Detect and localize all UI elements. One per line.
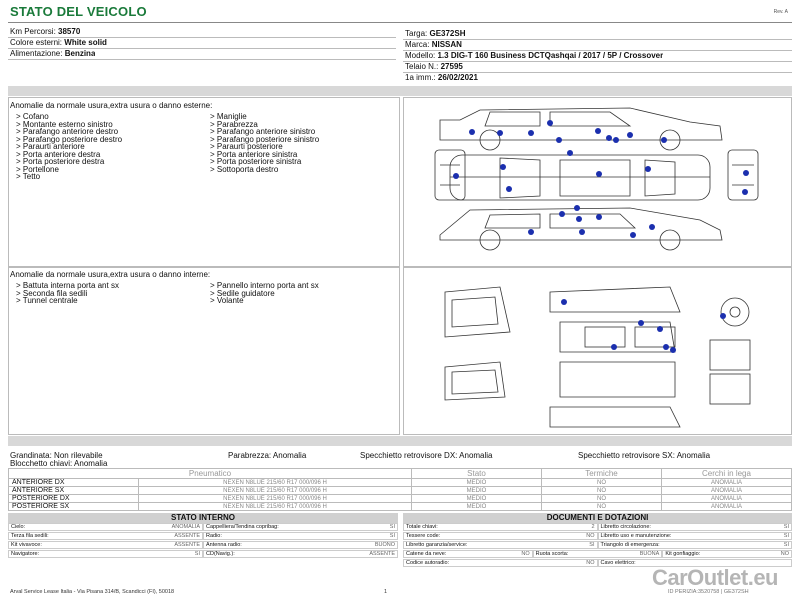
list-item: > Cofano [16, 112, 49, 121]
footer-page-number: 1 [384, 589, 388, 595]
list-item: > Maniglie [210, 112, 247, 121]
list-item: > Pannello interno porta ant sx [210, 281, 319, 290]
damage-marker [742, 189, 748, 195]
tyre-header-stato: Stato [412, 469, 542, 479]
damage-marker [506, 186, 512, 192]
damage-marker [567, 150, 573, 156]
damage-marker [613, 137, 619, 143]
damage-marker [630, 232, 636, 238]
table-cell: Ruota scorta: BUONA [533, 550, 663, 558]
tyre-header-pneumatico: Pneumatico [9, 469, 412, 479]
table-cell: Terza fila sedili: ASSENTE [8, 532, 203, 540]
table-cell: Radio: SI [203, 532, 398, 540]
external-damage-list-1 [16, 113, 122, 181]
list-item: > Tetto [16, 172, 41, 181]
section-divider [8, 86, 792, 96]
table-cell: Antenna radio: BUONO [203, 541, 398, 549]
damage-marker [743, 170, 749, 176]
damage-marker [574, 205, 580, 211]
damage-marker [606, 135, 612, 141]
table-cell: Catene da neve: NO [403, 550, 533, 558]
list-item: > Parafango anteriore destro [16, 127, 119, 136]
targa-row: Targa: GE372SH [405, 29, 466, 38]
list-item: > Porta posteriore destra [16, 157, 105, 166]
parabrezza-status: Parabrezza: Anomalia [228, 451, 307, 460]
footer-perizia-id: ID PERIZIA:3520758 | GE372SH [668, 589, 749, 595]
table-cell: Kit vivavoce: ASSENTE [8, 541, 203, 549]
damage-marker [645, 166, 651, 172]
damage-marker [670, 347, 676, 353]
damage-marker [596, 214, 602, 220]
damage-marker [469, 129, 475, 135]
table-cell: Libretto garanzia/service: SI [403, 541, 598, 549]
list-item: > Parabrezza [210, 119, 258, 129]
damage-marker [649, 224, 655, 230]
exterior-car-diagram [430, 100, 765, 265]
modello-row: Modello: 1.3 DIG-T 160 Business DCTQashqai / 2017 / 5P / Crossover [405, 51, 664, 60]
damage-marker [595, 128, 601, 134]
damage-marker [528, 130, 534, 136]
damage-marker [547, 120, 553, 126]
table-row: POSTERIORE SX NEXEN N8LUE 215/60 R17 000/096 H MEDIO NO ANOMALIA [9, 503, 792, 511]
damage-marker [561, 299, 567, 305]
table-cell: Cielo: ANOMALIA [8, 523, 203, 531]
colore-row: Colore esterni: White solid [10, 38, 107, 47]
list-item: > Porta anteriore sinistra [210, 149, 298, 159]
damage-marker [627, 132, 633, 138]
tyre-header-cerchi: Cerchi in lega [662, 469, 792, 479]
header-divider [8, 22, 792, 23]
list-item: > Porta posteriore sinistra [210, 157, 302, 166]
list-item: > Sedile guidatore [210, 288, 275, 298]
list-item: > Paraurti anteriore [16, 142, 85, 151]
external-damage-title: Anomalie da normale usura,extra usura o danno esterne: [10, 101, 213, 110]
damage-marker [576, 216, 582, 222]
damage-marker [638, 320, 644, 326]
list-item: > Montante esterno sinistro [16, 119, 113, 129]
table-row: ANTERIORE DX NEXEN N8LUE 215/60 R17 000/096 H MEDIO NO ANOMALIA [9, 479, 792, 487]
damage-marker [720, 313, 726, 319]
documenti-title: DOCUMENTI E DOTAZIONI [403, 513, 792, 523]
damage-marker [559, 211, 565, 217]
damage-marker [661, 137, 667, 143]
list-item: > Porta anteriore destra [16, 149, 101, 159]
table-cell: Kit gonfiaggio: NO [662, 550, 792, 558]
specchietto-sx-status: Specchietto retrovisore SX: Anomalia [578, 451, 711, 460]
table-row: POSTERIORE DX NEXEN N8LUE 215/60 R17 000/096 H MEDIO NO ANOMALIA [9, 495, 792, 503]
list-item: > Tunnel centrale [16, 296, 78, 305]
damage-marker [579, 229, 585, 235]
caroutlet-watermark: CarOutlet.eu [651, 565, 778, 590]
list-item: > Parafango posteriore destro [16, 134, 123, 144]
internal-damage-list-2 [210, 282, 319, 305]
damage-marker [657, 326, 663, 332]
damage-marker [497, 130, 503, 136]
internal-damage-title: Anomalie da normale usura,extra usura o danno interne: [10, 270, 211, 279]
section-divider [8, 436, 792, 446]
table-cell: Codice autoradio: NO [403, 559, 598, 567]
list-item: > Sottoporta destro [210, 164, 279, 174]
page-title: STATO DEL VEICOLO [10, 4, 147, 19]
damage-marker [500, 164, 506, 170]
interior-car-diagram [440, 282, 760, 432]
list-item: > Volante [210, 296, 244, 305]
table-cell: Tessere code: NO [403, 532, 598, 540]
damage-marker [663, 344, 669, 350]
list-item: > Paraurti posteriore [210, 142, 283, 151]
km-row: Km Percorsi: 38570 [10, 27, 81, 36]
table-cell: Cavo elettrico: [598, 559, 793, 567]
list-item: > Battuta interna porta ant sx [16, 281, 119, 290]
stato-interno-title: STATO INTERNO [8, 513, 398, 523]
revision-label: Rev. A [773, 9, 788, 15]
damage-marker [611, 344, 617, 350]
list-item: > Seconda fila sedili [16, 288, 88, 298]
alimentazione-row: Alimentazione: Benzina [10, 49, 96, 58]
footer-address: Arval Service Lease Italia - Via Pisana 314/B, Scandicci (FI), 50018 [10, 589, 175, 595]
damage-marker [556, 137, 562, 143]
tyre-header-termiche: Termiche [542, 469, 662, 479]
specchietto-dx-status: Specchietto retrovisore DX: Anomalia [360, 451, 493, 460]
blocchetto-chiavi-status: Blocchetto chiavi: Anomalia [10, 459, 108, 468]
list-item: > Portellone [16, 164, 59, 174]
list-item: > Parafango anteriore sinistro [210, 127, 316, 136]
marca-row: Marca: NISSAN [405, 40, 462, 49]
immatricolazione-row: 1a imm.: 26/02/2021 [405, 73, 478, 82]
tyre-table [8, 468, 792, 511]
table-cell: Triangolo di emergenza: SI [598, 541, 793, 549]
damage-marker [596, 171, 602, 177]
table-cell: Navigatore: SI [8, 550, 203, 558]
table-cell: Cappelliera/Tendina copribag: SI [203, 523, 398, 531]
damage-marker [453, 173, 459, 179]
list-item: > Parafango posteriore sinistro [210, 134, 320, 144]
table-cell: CD(Navig.): ASSENTE [203, 550, 398, 558]
table-cell: Totale chiavi: 2 [403, 523, 598, 531]
table-row: ANTERIORE SX NEXEN N8LUE 215/60 R17 000/096 H MEDIO NO ANOMALIA [9, 487, 792, 495]
external-damage-list-2 [210, 113, 319, 173]
telaio-row: Telaio N.: 27595 [405, 62, 463, 71]
table-cell: Libretto uso e manutenzione: SI [598, 532, 793, 540]
table-cell: Libretto circolazione: SI [598, 523, 793, 531]
damage-marker [528, 229, 534, 235]
internal-damage-list-1 [16, 282, 119, 305]
grandinata-status: Grandinata: Non rilevabile [10, 451, 103, 460]
